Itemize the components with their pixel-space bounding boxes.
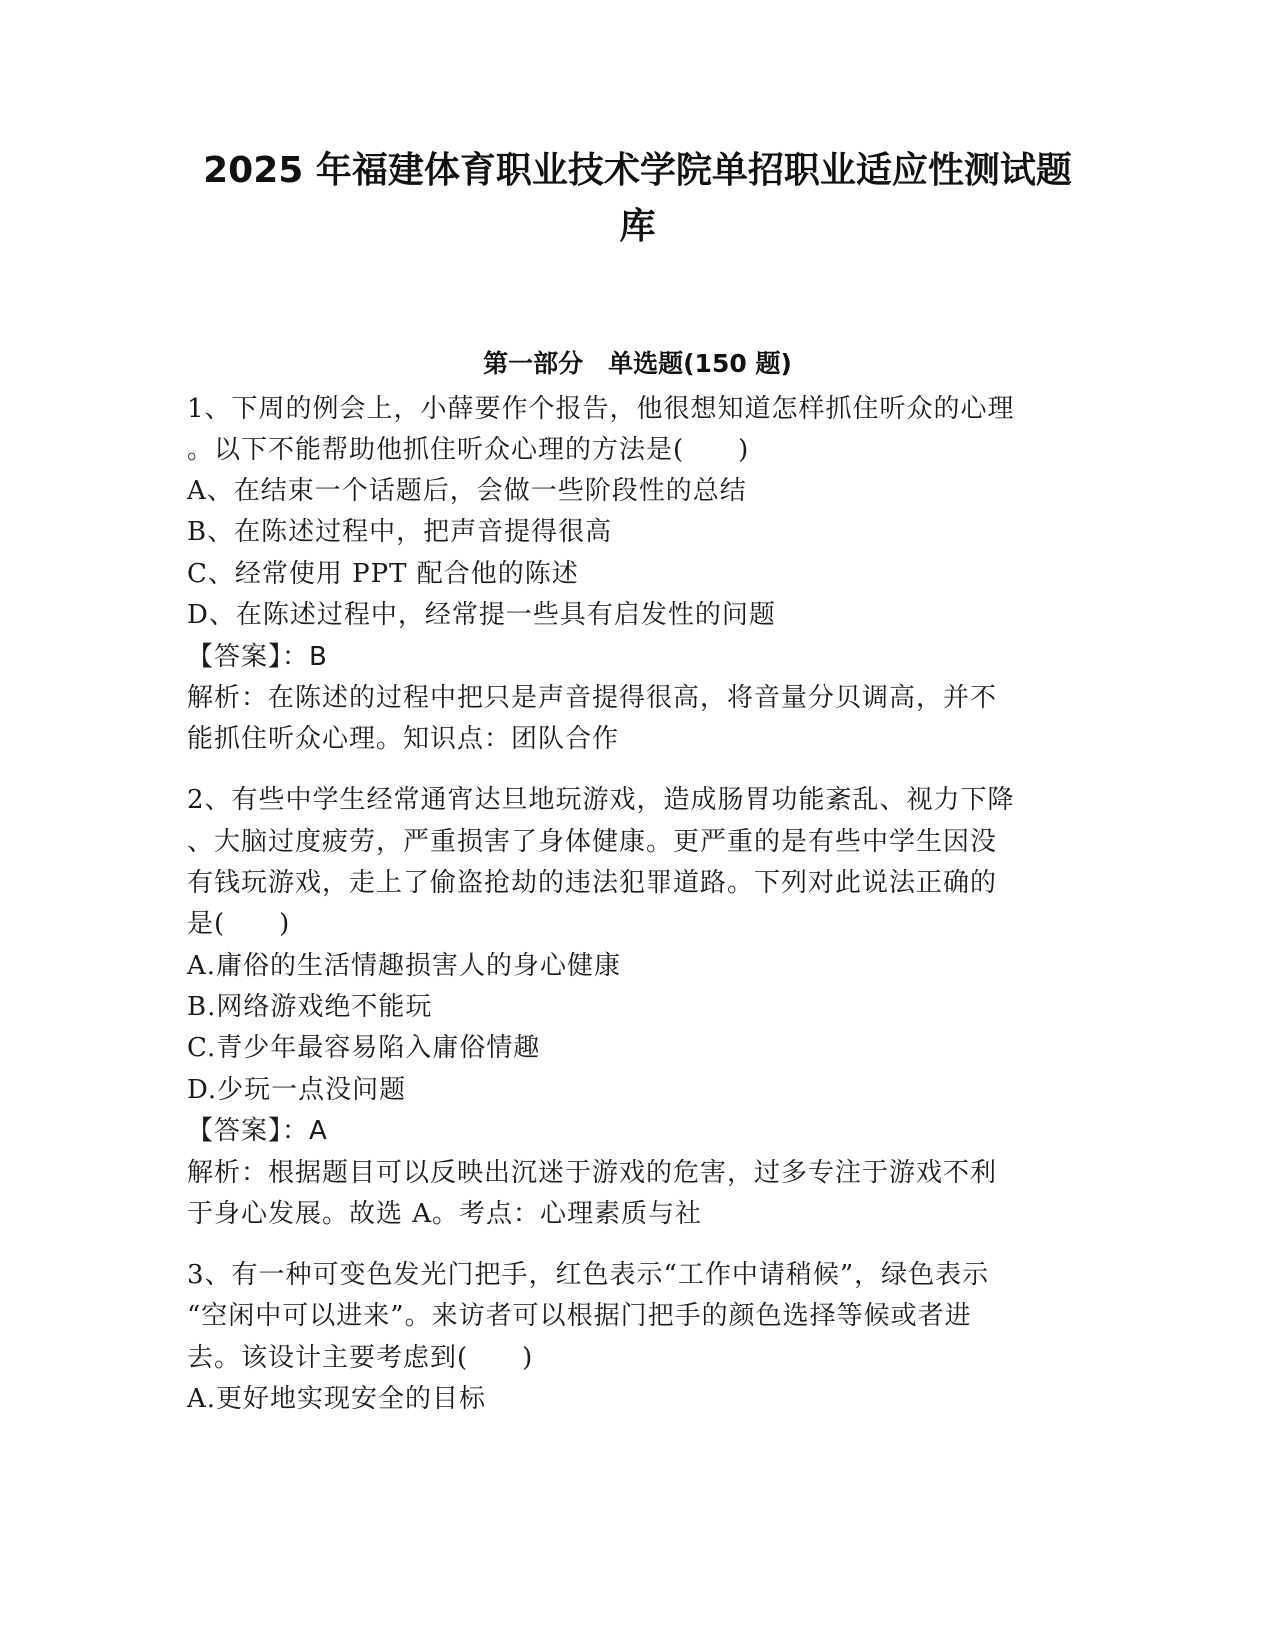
- question-2-stem: 、大脑过度疲劳，严重损害了身体健康。更严重的是有些中学生因没: [187, 827, 998, 857]
- question-2-stem: 2、有些中学生经常通宵达旦地玩游戏，造成肠胃功能紊乱、视力下降: [187, 785, 1015, 815]
- question-3-stem: “空闲中可以进来”。来访者可以根据门把手的颜色选择等候或者进: [187, 1301, 972, 1331]
- question-2-option-b: B.网络游戏绝不能玩: [187, 992, 433, 1022]
- question-2-option-c: C.青少年最容易陷入庸俗情趣: [187, 1033, 541, 1063]
- question-2-answer: 【答案】：A: [187, 1116, 328, 1146]
- question-1-stem: 。以下不能帮助他抓住听众心理的方法是( ): [187, 435, 750, 465]
- question-3-stem: 去。该设计主要考虑到( ): [187, 1343, 534, 1373]
- document-title-line-1: 2025 年福建体育职业技术学院单招职业适应性测试题: [203, 150, 1072, 191]
- question-2-analysis: 于身心发展。故选 A。考点：心理素质与社: [187, 1199, 703, 1229]
- question-1-stem: 1、下周的例会上，小薛要作个报告，他很想知道怎样抓住听众的心理: [187, 394, 1015, 424]
- question-1-option-b: B、在陈述过程中，把声音提得很高: [187, 517, 613, 547]
- question-1-option-d: D、在陈述过程中，经常提一些具有启发性的问题: [187, 600, 776, 630]
- question-2-analysis: 解析：根据题目可以反映出沉迷于游戏的危害，过多专注于游戏不利: [187, 1158, 998, 1188]
- question-1-analysis: 解析：在陈述的过程中把只是声音提得很高，将音量分贝调高，并不: [187, 683, 998, 713]
- question-3-option-a: A.更好地实现安全的目标: [187, 1384, 487, 1414]
- document-title: [150, 143, 1125, 255]
- question-2-stem: 有钱玩游戏，走上了偷盗抢劫的违法犯罪道路。下列对此说法正确的: [187, 868, 998, 898]
- question-2-option-d: D.少玩一点没问题: [187, 1075, 407, 1105]
- question-1-analysis: 能抓住听众心理。知识点：团队合作: [187, 724, 620, 754]
- document-title-line-2: 库: [619, 206, 656, 247]
- question-2-option-a: A.庸俗的生活情趣损害人的身心健康: [187, 951, 622, 981]
- section-title: 第一部分 单选题(150 题): [483, 349, 792, 378]
- question-1-option-c: C、经常使用 PPT 配合他的陈述: [187, 559, 579, 589]
- question-3-stem: 3、有一种可变色发光门把手，红色表示“工作中请稍候”，绿色表示: [187, 1260, 990, 1290]
- question-2-stem: 是( ): [187, 909, 291, 939]
- question-1-option-a: A、在结束一个话题后，会做一些阶段性的总结: [187, 476, 747, 506]
- question-1-answer: 【答案】：B: [187, 642, 328, 672]
